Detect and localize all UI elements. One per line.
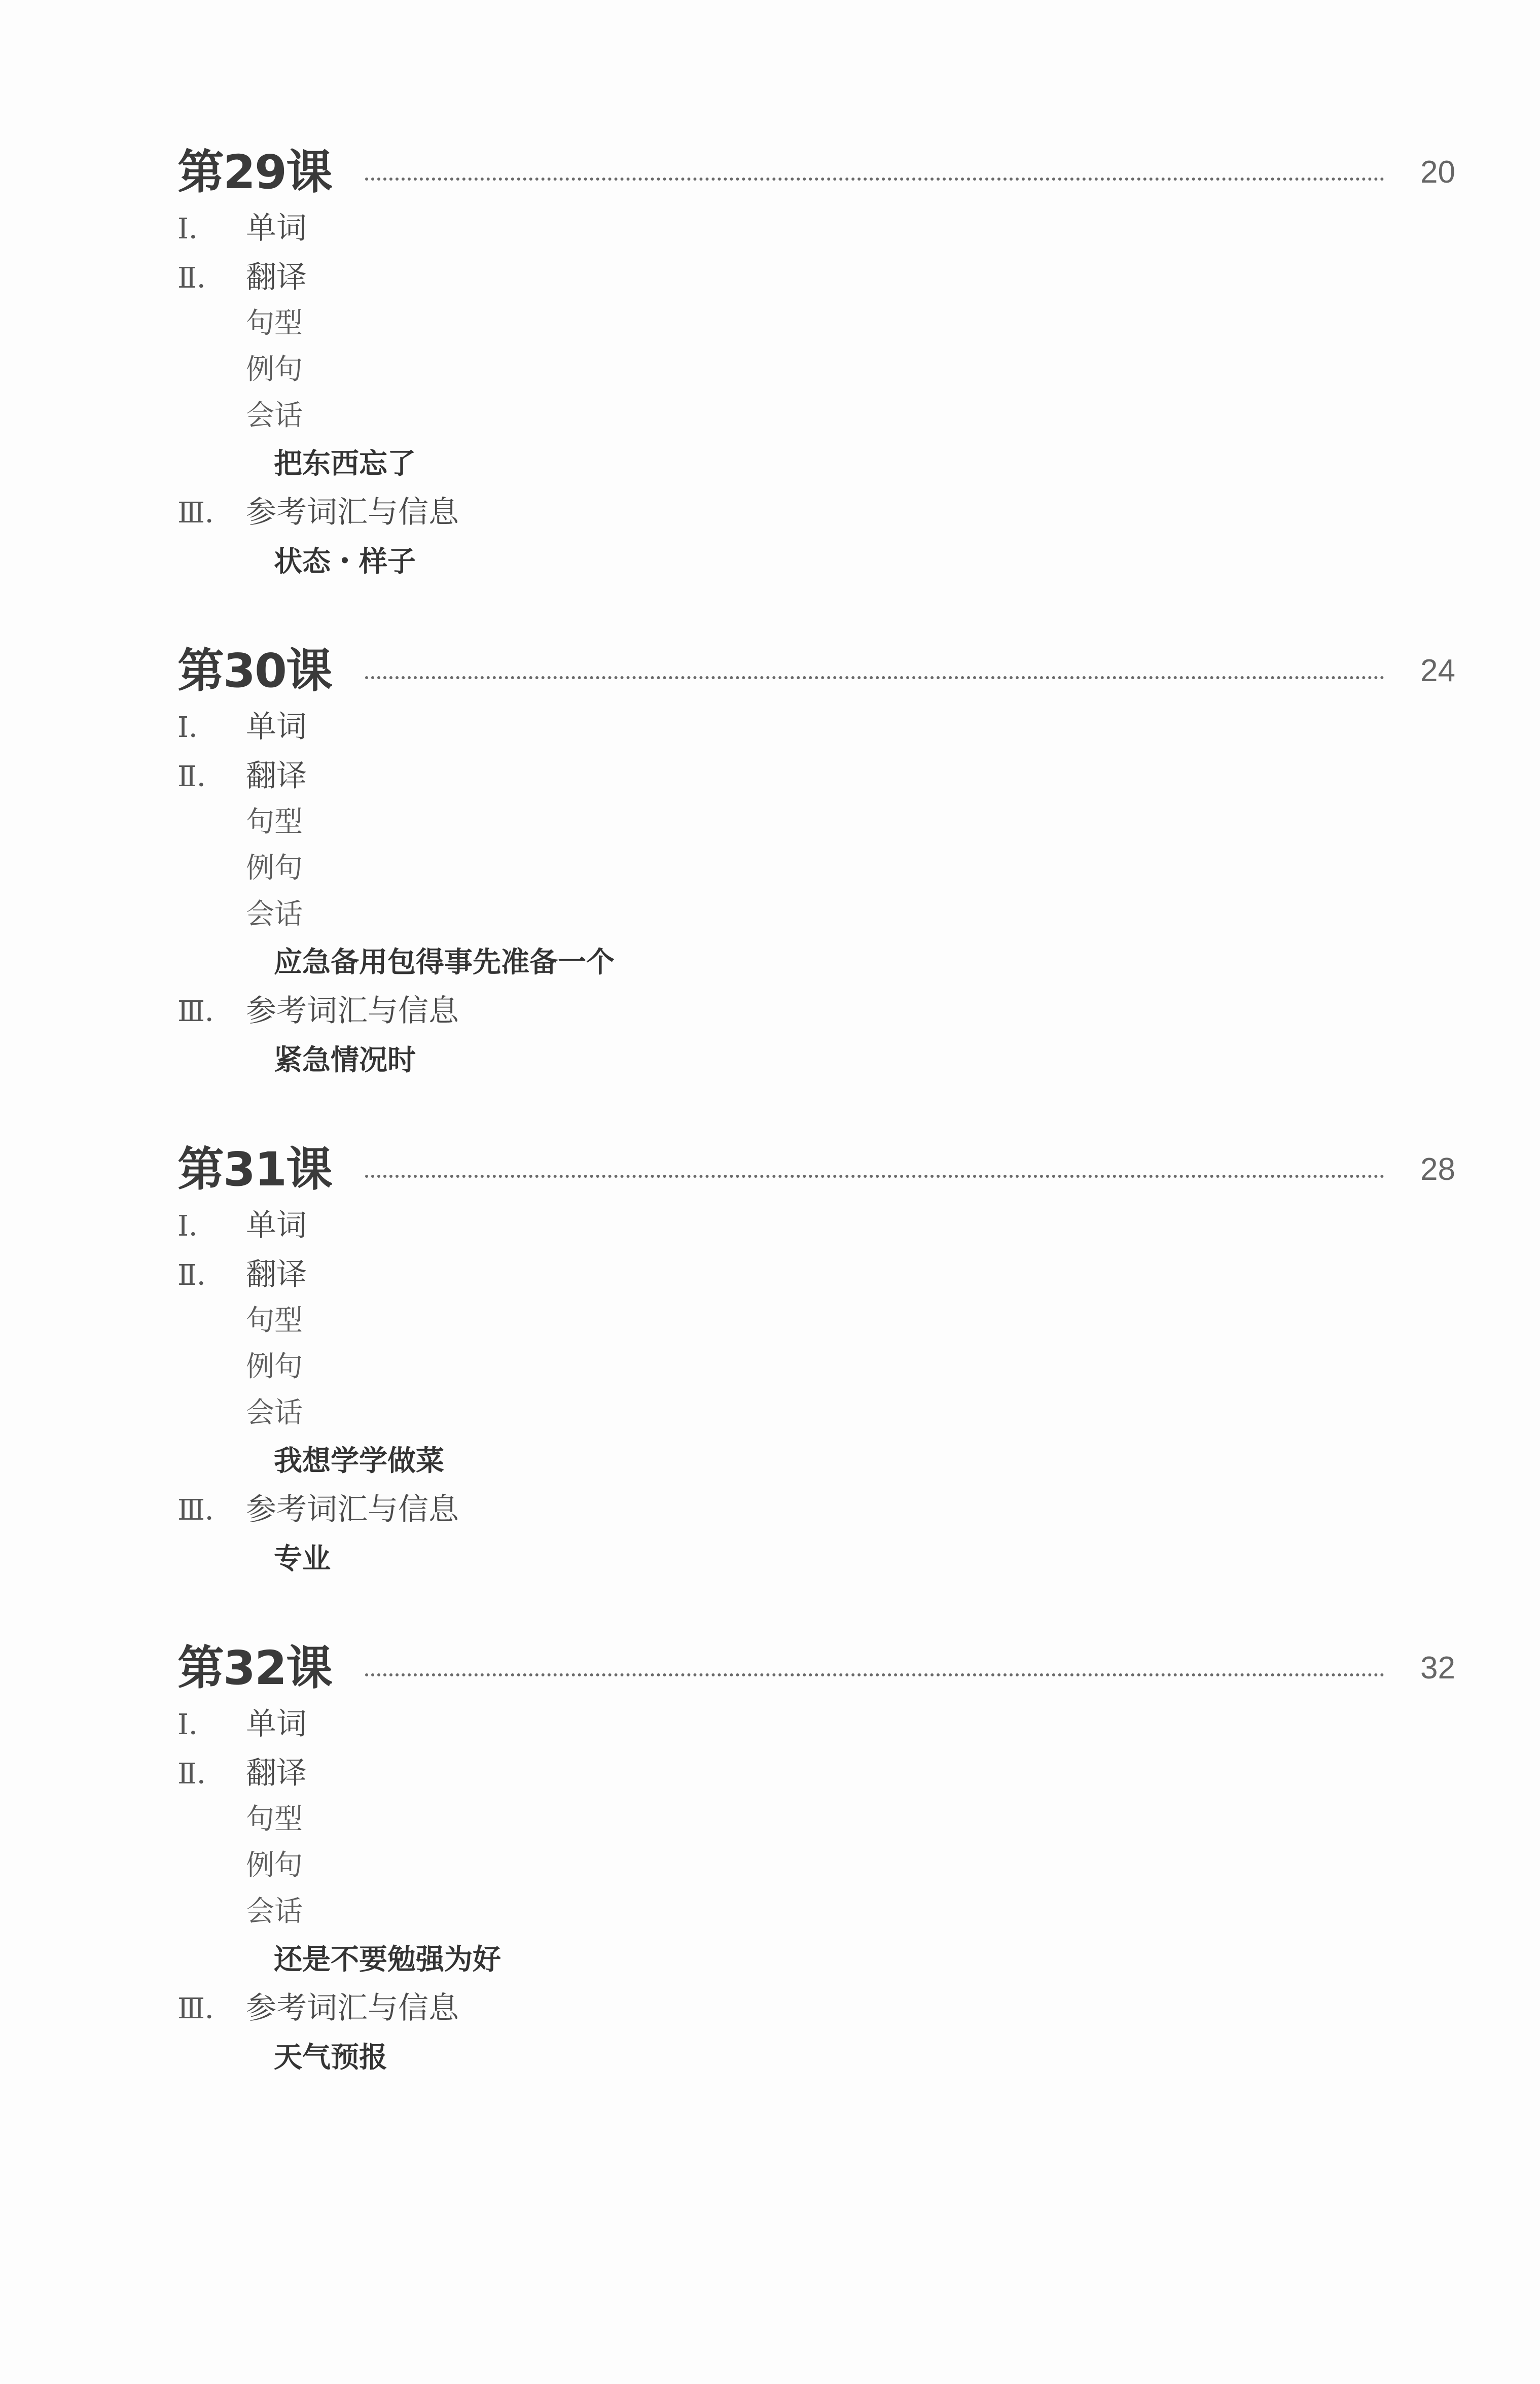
section-numeral: Ⅱ．	[177, 1259, 226, 1292]
section-label: 翻译	[246, 1756, 307, 1791]
lesson-title: 第31课	[177, 1142, 332, 1197]
lesson-30-heading[interactable]	[177, 641, 1455, 702]
words-section	[177, 208, 307, 249]
section-numeral: Ⅱ．	[177, 1758, 226, 1791]
sentence-patterns-item: 句型	[246, 1304, 303, 1337]
section-numeral: Ⅰ．	[177, 1210, 218, 1243]
conversation-title: 还是不要勉强为好	[274, 1943, 501, 1976]
dotted-leader	[365, 1673, 1384, 1676]
translation-section	[177, 257, 307, 298]
translation-section	[177, 1254, 307, 1295]
words-section	[177, 1205, 307, 1246]
dotted-leader	[365, 676, 1384, 679]
section-numeral: Ⅱ．	[177, 262, 226, 295]
examples-item: 例句	[246, 852, 303, 885]
section-numeral: Ⅲ．	[177, 1494, 234, 1527]
reference-topic: 状态・样子	[274, 545, 416, 578]
section-numeral: Ⅰ．	[177, 711, 218, 744]
conversation-item: 会话	[246, 1396, 303, 1429]
page-number: 24	[1420, 653, 1455, 688]
section-label: 单词	[246, 1706, 307, 1742]
section-label: 翻译	[246, 260, 307, 295]
section-label: 参考词汇与信息	[246, 1492, 459, 1527]
examples-item: 例句	[246, 353, 303, 386]
lesson-title: 第29课	[177, 145, 332, 199]
translation-section	[177, 756, 307, 796]
lesson-29	[177, 142, 1455, 599]
section-label: 单词	[246, 1208, 307, 1243]
lesson-29-heading[interactable]	[177, 142, 1455, 203]
page-number: 20	[1420, 155, 1455, 190]
lesson-title: 第32课	[177, 1641, 332, 1695]
lesson-32	[177, 1638, 1455, 2094]
lesson-31-heading[interactable]	[177, 1139, 1455, 1200]
section-label: 参考词汇与信息	[246, 495, 459, 530]
dotted-leader	[365, 1175, 1384, 1178]
words-section	[177, 707, 307, 747]
section-numeral: Ⅱ．	[177, 760, 226, 793]
lesson-30	[177, 641, 1455, 1097]
conversation-title: 我想学学做菜	[274, 1445, 444, 1478]
section-label: 翻译	[246, 758, 307, 794]
sentence-patterns-item: 句型	[246, 1803, 303, 1836]
examples-item: 例句	[246, 1849, 303, 1882]
reference-topic: 紧急情况时	[274, 1044, 416, 1077]
conversation-title: 把东西忘了	[274, 447, 416, 480]
words-section	[177, 1704, 307, 1744]
page-number: 28	[1420, 1152, 1455, 1187]
section-numeral: Ⅲ．	[177, 995, 234, 1028]
section-label: 参考词汇与信息	[246, 1990, 459, 2026]
dotted-leader	[365, 178, 1384, 181]
lesson-31	[177, 1139, 1455, 1596]
section-numeral: Ⅲ．	[177, 1992, 234, 2025]
section-numeral: Ⅰ．	[177, 213, 218, 246]
reference-section	[177, 1489, 459, 1530]
lesson-32-heading[interactable]	[177, 1638, 1455, 1699]
section-label: 参考词汇与信息	[246, 993, 459, 1029]
section-numeral: Ⅲ．	[177, 497, 234, 530]
conversation-item: 会话	[246, 898, 303, 931]
lesson-title: 第30课	[177, 644, 332, 698]
conversation-item: 会话	[246, 399, 303, 432]
reference-section	[177, 492, 459, 533]
conversation-title: 应急备用包得事先准备一个	[274, 946, 615, 979]
reference-topic: 天气预报	[274, 2041, 387, 2074]
section-label: 单词	[246, 211, 307, 246]
reference-topic: 专业	[274, 1542, 331, 1575]
translation-section	[177, 1753, 307, 1794]
sentence-patterns-item: 句型	[246, 307, 303, 340]
reference-section	[177, 991, 459, 1031]
section-label: 单词	[246, 709, 307, 745]
examples-item: 例句	[246, 1350, 303, 1383]
section-numeral: Ⅰ．	[177, 1708, 218, 1741]
sentence-patterns-item: 句型	[246, 805, 303, 838]
section-label: 翻译	[246, 1257, 307, 1292]
conversation-item: 会话	[246, 1895, 303, 1928]
page-number: 32	[1420, 1651, 1455, 1686]
reference-section	[177, 1988, 459, 2028]
